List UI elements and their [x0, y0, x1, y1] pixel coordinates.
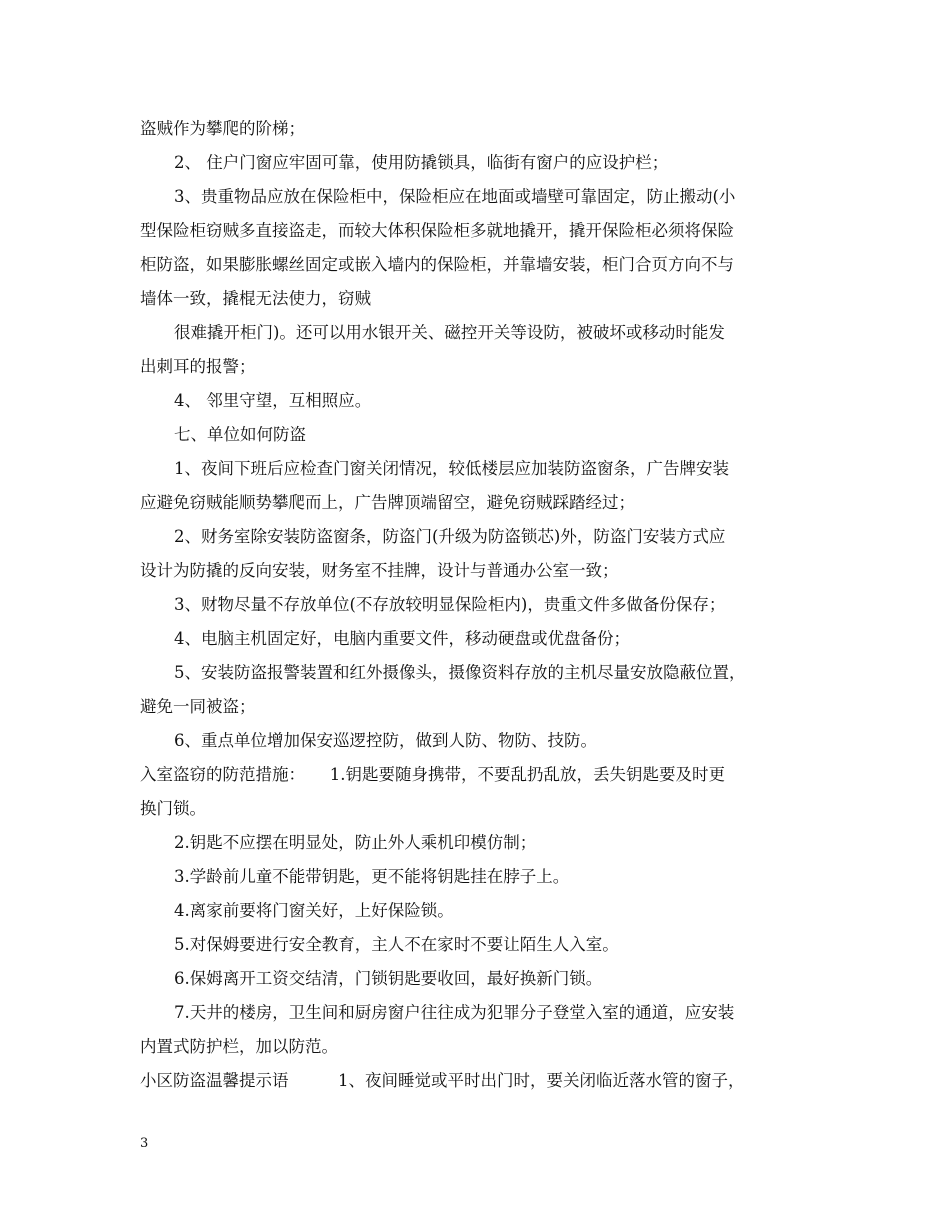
text-line: 2、 住户门窗应牢固可靠，使用防撬锁具，临街有窗户的应设护栏； [174, 153, 669, 172]
text-line: 6.保姆离开工资交结清，门锁钥匙要收回，最好换新门锁。 [174, 969, 603, 988]
text-line: 2.钥匙不应摆在明显处，防止外人乘机印模仿制； [174, 833, 537, 852]
text-line: 4、电脑主机固定好，电脑内重要文件，移动硬盘或优盘备份； [174, 629, 630, 648]
text-line: 5.对保姆要进行安全教育，主人不在家时不要让陌生人入室。 [174, 935, 619, 954]
text-line: 2、财务室除安装防盗窗条，防盗门(升级为防盗锁芯)外，防盗门安装方式应 [174, 527, 726, 546]
text-line: 设计为防撬的反向安装，财务室不挂牌，设计与普通办公室一致； [140, 561, 619, 580]
text-line: 换门锁。 [140, 799, 206, 818]
text-line: 5、安装防盗报警装置和红外摄像头，摄像资料存放的主机尽量安放隐蔽位置， [174, 663, 746, 682]
text-line: 入室盗窃的防范措施： 1.钥匙要随身携带，不要乱扔乱放，丢失钥匙要及时更 [140, 765, 725, 784]
text-line: 内置式防护栏，加以防范。 [140, 1037, 338, 1056]
text-line: 墙体一致，撬棍无法使力，窃贼 [140, 289, 371, 308]
text-line: 小区防盗温馨提示语 1、夜间睡觉或平时出门时，要关闭临近落水管的窗子， [140, 1071, 745, 1090]
text-line: 6、重点单位增加保安巡逻控防，做到人防、物防、技防。 [174, 731, 597, 750]
text-line: 很难撬开柜门)。还可以用水银开关、磁控开关等设防，被破坏或移动时能发 [174, 323, 725, 342]
text-line: 避免一同被盗； [140, 697, 256, 716]
section-heading: 七、单位如何防盗 [174, 425, 306, 444]
text-line: 4.离家前要将门窗关好，上好保险锁。 [174, 901, 454, 920]
text-line: 4、 邻里守望，互相照应。 [174, 391, 372, 410]
text-line: 型保险柜窃贼多直接盗走，而较大体积保险柜多就地撬开，撬开保险柜必须将保险 [140, 221, 734, 240]
text-line: 应避免窃贼能顺势攀爬而上，广告牌顶端留空，避免窃贼踩踏经过； [140, 493, 635, 512]
text-line: 7.天井的楼房，卫生间和厨房窗户往往成为犯罪分子登堂入室的通道，应安装 [174, 1003, 735, 1022]
text-line: 3.学龄前儿童不能带钥匙，更不能将钥匙挂在脖子上。 [174, 867, 570, 886]
document-body [140, 112, 816, 1098]
text-line: 1、夜间下班后应检查门窗关闭情况，较低楼层应加装防盗窗条，广告牌安装 [174, 459, 729, 478]
text-line: 盗贼作为攀爬的阶梯； [140, 119, 305, 138]
text-line: 柜防盗，如果膨胀螺丝固定或嵌入墙内的保险柜，并靠墙安装，柜门合页方向不与 [140, 255, 734, 274]
text-line: 出刺耳的报警； [140, 357, 256, 376]
text-line: 3、贵重物品应放在保险柜中，保险柜应在地面或墙壁可靠固定，防止搬动(小 [174, 187, 736, 206]
page-number: 3 [140, 1136, 149, 1151]
text-line: 3、财物尽量不存放单位(不存放较明显保险柜内)，贵重文件多做备份保存； [174, 595, 726, 614]
